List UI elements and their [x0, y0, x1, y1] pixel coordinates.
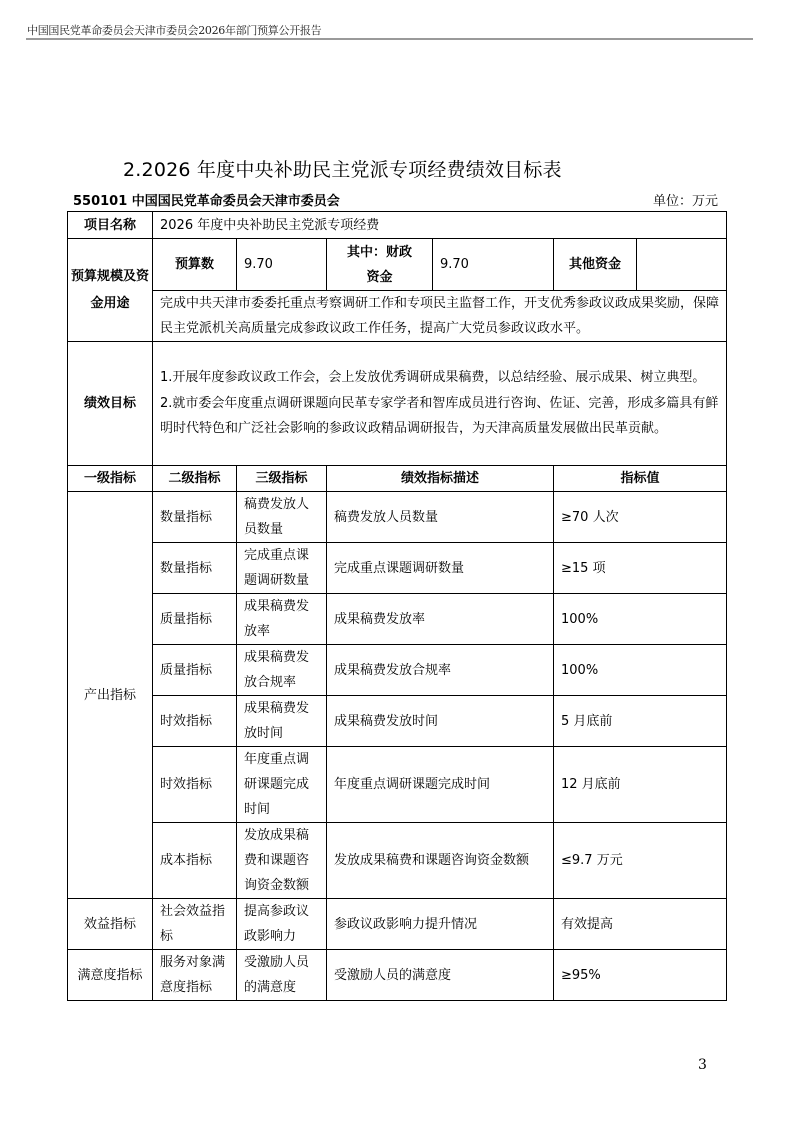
indicator-description: 成果稿费发放率: [327, 594, 554, 645]
indicator-value: 100%: [554, 594, 727, 645]
header-level2: 二级指标: [153, 466, 237, 492]
fiscal-funds-label-text: 其中：财政资金: [346, 244, 412, 285]
goal-item: 1.开展年度参政议政工作会，会上发放优秀调研成果稿费，以总结经验、展示成果、树立典型。: [160, 370, 706, 386]
indicator-level2: 时效指标: [153, 696, 237, 747]
indicator-description: 成果稿费发放时间: [327, 696, 554, 747]
budget-section-label: [68, 239, 153, 342]
indicator-row: [68, 492, 727, 543]
unit-label: 单位：万元: [652, 194, 718, 209]
indicator-level3: 年度重点调研课题完成时间: [237, 747, 327, 823]
indicator-description: 参政议政影响力提升情况: [327, 899, 554, 950]
other-funds-value: [637, 239, 727, 291]
indicator-row: [68, 594, 727, 645]
indicator-description: 完成重点课题调研数量: [327, 543, 554, 594]
performance-goals-label: 绩效目标: [68, 342, 153, 466]
header-level3: 三级指标: [237, 466, 327, 492]
indicator-value: ≤9.7 万元: [554, 823, 727, 899]
indicator-value: 100%: [554, 645, 727, 696]
indicator-level3: 提高参政议政影响力: [237, 899, 327, 950]
indicator-level2: 数量指标: [153, 492, 237, 543]
indicator-level3: 受激励人员的满意度: [237, 950, 327, 1001]
project-name-value: 2026 年度中央补助民主党派专项经费: [153, 212, 727, 239]
indicator-description: 发放成果稿费和课题咨询资金数额: [327, 823, 554, 899]
indicator-value: ≥15 项: [554, 543, 727, 594]
project-name-label: 项目名称: [68, 212, 153, 239]
indicator-level2: 社会效益指标: [153, 899, 237, 950]
budget-total-value: 9.70: [237, 239, 327, 291]
fund-usage-row: [68, 291, 727, 342]
indicator-level1: 产出指标: [68, 492, 153, 899]
page-number: 3: [698, 1057, 707, 1073]
indicator-level3: 成果稿费发放时间: [237, 696, 327, 747]
indicator-row: [68, 747, 727, 823]
indicator-row: [68, 823, 727, 899]
indicator-level3: 完成重点课题调研数量: [237, 543, 327, 594]
indicator-body: [68, 492, 727, 1001]
indicator-value: 有效提高: [554, 899, 727, 950]
indicator-level3: 成果稿费发放率: [237, 594, 327, 645]
indicator-row: [68, 696, 727, 747]
goal-item: 2.就市委会年度重点调研课题向民革专家学者和智库成员进行咨询、佐证、完善，形成多篇具有鲜明时代特色和广泛社会影响的参政议政精品调研报告，为天津高质量发展做出民革贡献。: [160, 395, 719, 437]
indicator-description: 年度重点调研课题完成时间: [327, 747, 554, 823]
indicator-value: ≥70 人次: [554, 492, 727, 543]
budget-section-label-text: 预算规模及资金用途: [71, 269, 150, 311]
budget-row: [68, 239, 727, 291]
indicator-header-row: [68, 466, 727, 492]
indicator-value: ≥95%: [554, 950, 727, 1001]
indicator-row: [68, 950, 727, 1001]
project-name-row: [68, 212, 727, 239]
indicator-description: 受激励人员的满意度: [327, 950, 554, 1001]
indicator-description: 成果稿费发放合规率: [327, 645, 554, 696]
indicator-level1: 效益指标: [68, 899, 153, 950]
running-header: 中国国民党革命委员会天津市委员会2026年部门预算公开报告: [27, 24, 322, 37]
indicator-level2: 成本指标: [153, 823, 237, 899]
indicator-description: 稿费发放人员数量: [327, 492, 554, 543]
budget-total-label: 预算数: [153, 239, 237, 291]
fiscal-funds-label: [327, 239, 433, 291]
performance-target-table: [67, 211, 727, 1001]
fiscal-funds-value: 9.70: [433, 239, 554, 291]
indicator-level3: 发放成果稿费和课题咨询资金数额: [237, 823, 327, 899]
indicator-level2: 质量指标: [153, 645, 237, 696]
header-description: 绩效指标描述: [327, 466, 554, 492]
header-rule: [26, 38, 753, 40]
indicator-row: [68, 543, 727, 594]
indicator-level3: 成果稿费发放合规率: [237, 645, 327, 696]
performance-goals-text: [153, 342, 727, 466]
document-title: 2.2026 年度中央补助民主党派专项经费绩效目标表: [123, 159, 562, 181]
indicator-level1: 满意度指标: [68, 950, 153, 1001]
indicator-level2: 时效指标: [153, 747, 237, 823]
header-value: 指标值: [554, 466, 727, 492]
fund-usage-text: 完成中共天津市委委托重点考察调研工作和专项民主监督工作，开支优秀参政议政成果奖励，保障民主党派机关高质量完成参政议政工作任务，提高广大党员参政议政水平。: [153, 291, 727, 342]
other-funds-label: 其他资金: [554, 239, 637, 291]
header-level1: 一级指标: [68, 466, 153, 492]
performance-goals-row: [68, 342, 727, 466]
organization-code-name: 550101 中国国民党革命委员会天津市委员会: [73, 194, 340, 209]
indicator-row: [68, 645, 727, 696]
indicator-value: 5 月底前: [554, 696, 727, 747]
indicator-level3: 稿费发放人员数量: [237, 492, 327, 543]
indicator-value: 12 月底前: [554, 747, 727, 823]
indicator-level2: 数量指标: [153, 543, 237, 594]
indicator-row: [68, 899, 727, 950]
indicator-level2: 质量指标: [153, 594, 237, 645]
indicator-level2: 服务对象满意度指标: [153, 950, 237, 1001]
